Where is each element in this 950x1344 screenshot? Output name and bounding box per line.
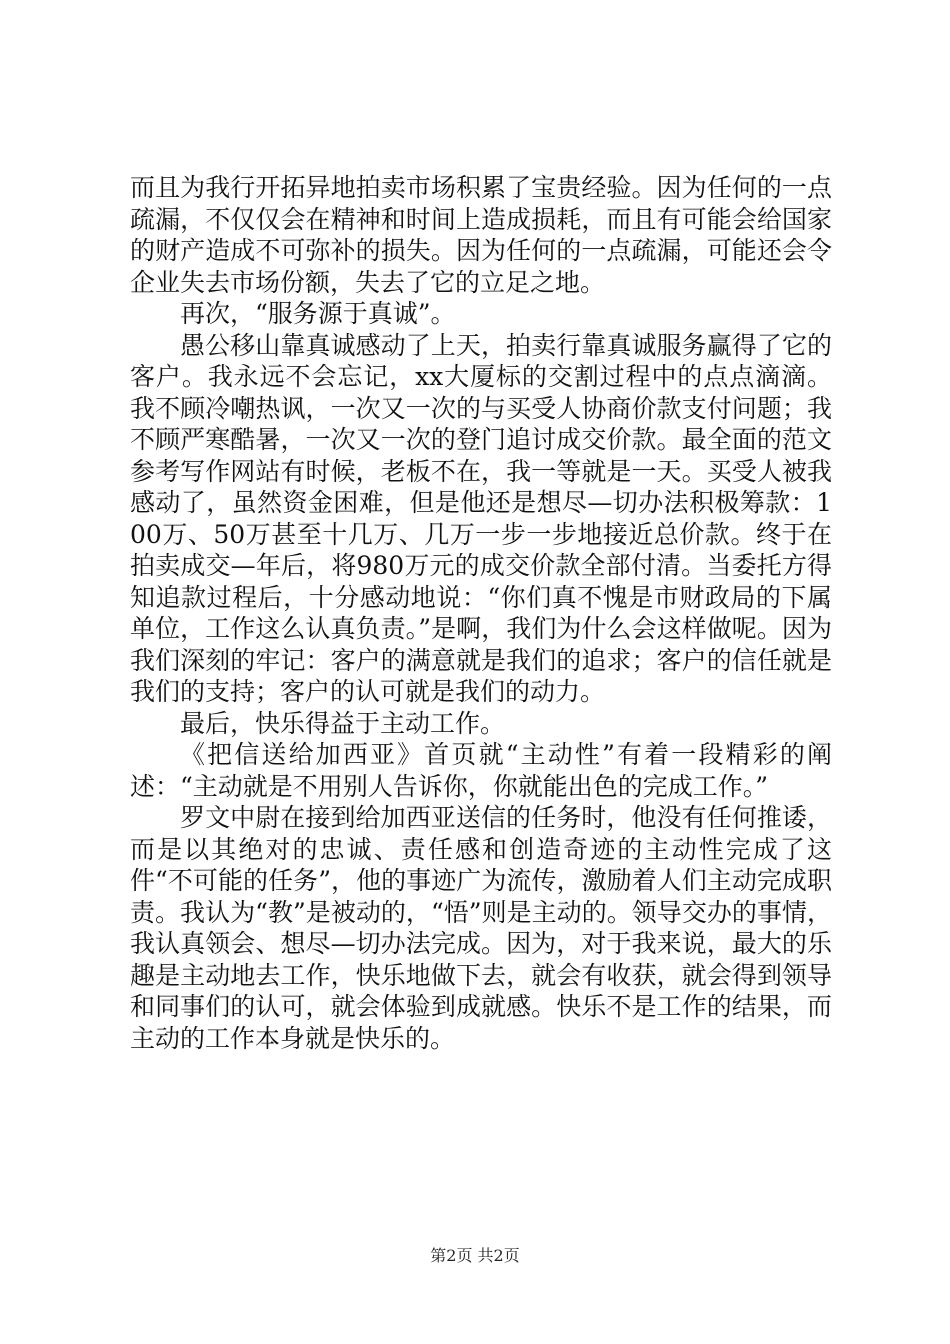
paragraph-4: 最后，快乐得益于主动工作。 xyxy=(180,708,506,738)
paragraph-3: 愚公移山靠真诚感动了上天，拍卖行靠真诚服务赢得了它的客户。我永远不会忘记，xx大厦标的交割过程中的点点滴滴。我不顾冷嘲热讽，一次又一次的与买受人协商价款支付问题；我不顾严寒酷暑，一次又一次的登门追讨成交价款。最全面的范文参考写作网站有时候，老板不在，我一等就是一天。买受人被我感动了，虽然资金困难，但是他还是想尽—切办法积极筹款：100万、50万甚至十几万、几万一步一步地接近总价款。终于在拍卖成交—年后，将980万元的成交价款全部付清。当委托方得知追款过程后，十分感动地说：“你们真不愧是市财政局的下属单位，工作这么认真负责。”是啊，我们为什么会这样做呢。因为我们深刻的牢记：客户的满意就是我们的追求；客户的信任就是我们的支持；客户的认可就是我们的动力。 xyxy=(130,330,832,706)
paragraph-5: 《把信送给加西亚》首页就“主动性”有着一段精彩的阐述：“主动就是不用别人告诉你，你就能出色的完成工作。” xyxy=(130,740,832,801)
paragraph-6: 罗文中尉在接到给加西亚送信的任务时，他没有任何推诿，而是以其绝对的忠诚、责任感和创造奇迹的主动性完成了这件“不可能的任务”，他的事迹广为流传，激励着人们主动完成职责。我认为“教”是被动的，“悟”则是主动的。领导交办的事情，我认真领会、想尽—切办法完成。因为，对于我来说，最大的乐趣是主动地去工作，快乐地做下去，就会有收获，就会得到领导和同事们的认可，就会体验到成就感。快乐不是工作的结果，而主动的工作本身就是快乐的。 xyxy=(130,803,832,1053)
page-footer: 第2页 共2页 xyxy=(430,1246,520,1265)
document-body xyxy=(130,172,832,1054)
paragraph-1: 而且为我行开拓异地拍卖市场积累了宝贵经验。因为任何的一点疏漏，不仅仅会在精神和时间上造成损耗，而且有可能会给国家的财产造成不可弥补的损失。因为任何的一点疏漏，可能还会令企业失去市场份额，失去了它的立足之地。 xyxy=(130,173,832,297)
paragraph-2: 再次，“服务源于真诚”。 xyxy=(180,299,456,328)
